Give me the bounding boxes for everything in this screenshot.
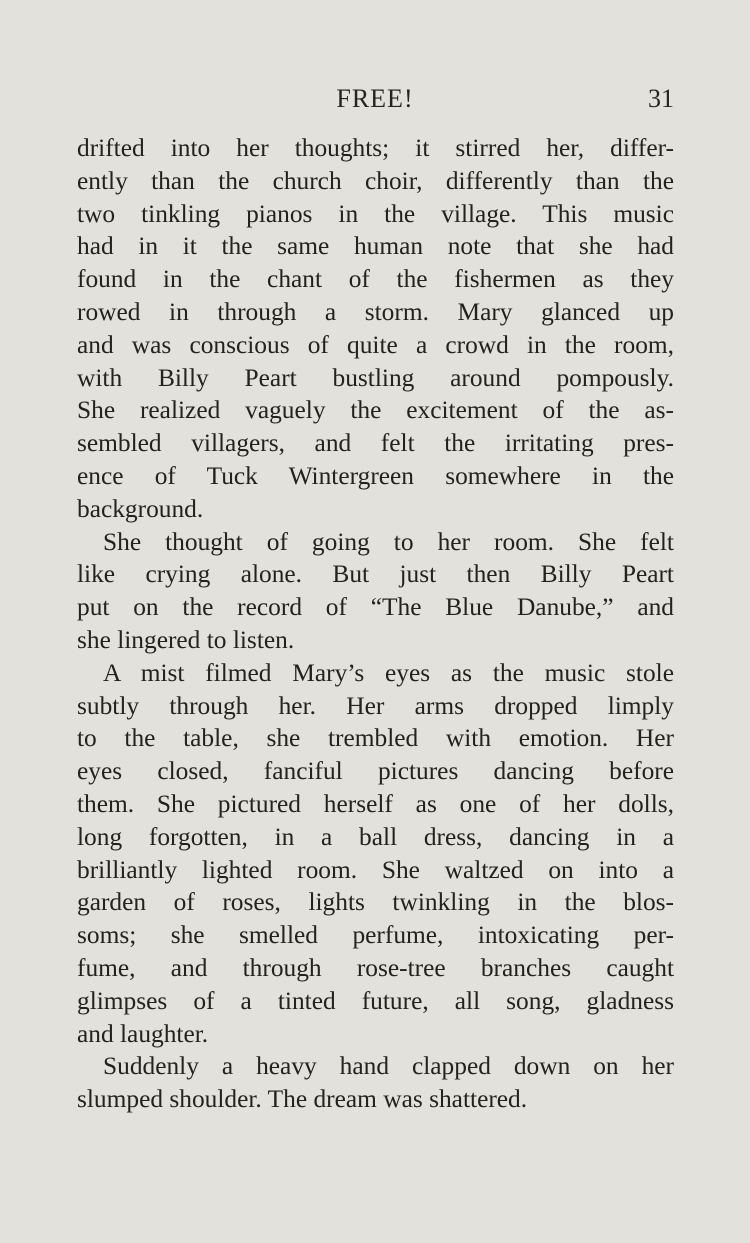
text-line: Suddenly a heavy hand clapped down on her	[103, 1052, 674, 1081]
text-line: them. She pictured herself as one of her dolls,	[77, 789, 674, 818]
text-line: She thought of going to her room. She felt	[103, 527, 674, 556]
text-line: ence of Tuck Wintergreen somewhere in the	[77, 461, 674, 490]
paragraph	[77, 526, 674, 657]
paragraph	[77, 1050, 674, 1116]
text-line: like crying alone. But just then Billy Peart	[77, 560, 674, 589]
text-line: put on the record of “The Blue Danube,” and	[77, 593, 674, 622]
text-line: and laughter.	[77, 1019, 209, 1048]
text-line: she lingered to listen.	[77, 625, 295, 654]
page-number: 31	[648, 84, 674, 113]
text-line: drifted into her thoughts; it stirred her, differ-	[77, 134, 674, 162]
text-line: to the table, she trembled with emotion. Her	[77, 724, 674, 753]
text-line: subtly through her. Her arms dropped limply	[77, 691, 674, 720]
text-line: found in the chant of the fishermen as they	[77, 265, 674, 294]
text-line: sembled villagers, and felt the irritating pres-	[77, 429, 674, 458]
text-line: with Billy Peart bustling around pompously.	[77, 363, 674, 392]
paragraph	[77, 132, 674, 526]
text-line: soms; she smelled perfume, intoxicating per-	[77, 921, 674, 950]
text-line: rowed in through a storm. Mary glanced up	[77, 297, 674, 326]
text-line: She realized vaguely the excitement of the as-	[77, 396, 674, 425]
text-line: long forgotten, in a ball dress, dancing in a	[77, 822, 674, 851]
text-line: fume, and through rose-tree branches caught	[77, 953, 674, 982]
text-line: garden of roses, lights twinkling in the blos-	[77, 888, 674, 917]
text-line: A mist filmed Mary’s eyes as the music stole	[103, 658, 674, 687]
body-text	[77, 132, 674, 1116]
text-line: two tinkling pianos in the village. This music	[77, 199, 674, 228]
text-line: had in it the same human note that she had	[77, 232, 674, 261]
text-line: slumped shoulder. The dream was shattered.	[77, 1085, 528, 1114]
text-line: brilliantly lighted room. She waltzed on into a	[77, 855, 674, 884]
text-line: glimpses of a tinted future, all song, gladness	[77, 986, 674, 1015]
text-line: background.	[77, 494, 204, 523]
running-title: FREE!	[336, 84, 414, 113]
text-line: eyes closed, fanciful pictures dancing before	[77, 757, 674, 786]
paragraph	[77, 657, 674, 1051]
text-line: and was conscious of quite a crowd in the room,	[77, 330, 674, 359]
text-line: ently than the church choir, differently than the	[77, 166, 674, 195]
